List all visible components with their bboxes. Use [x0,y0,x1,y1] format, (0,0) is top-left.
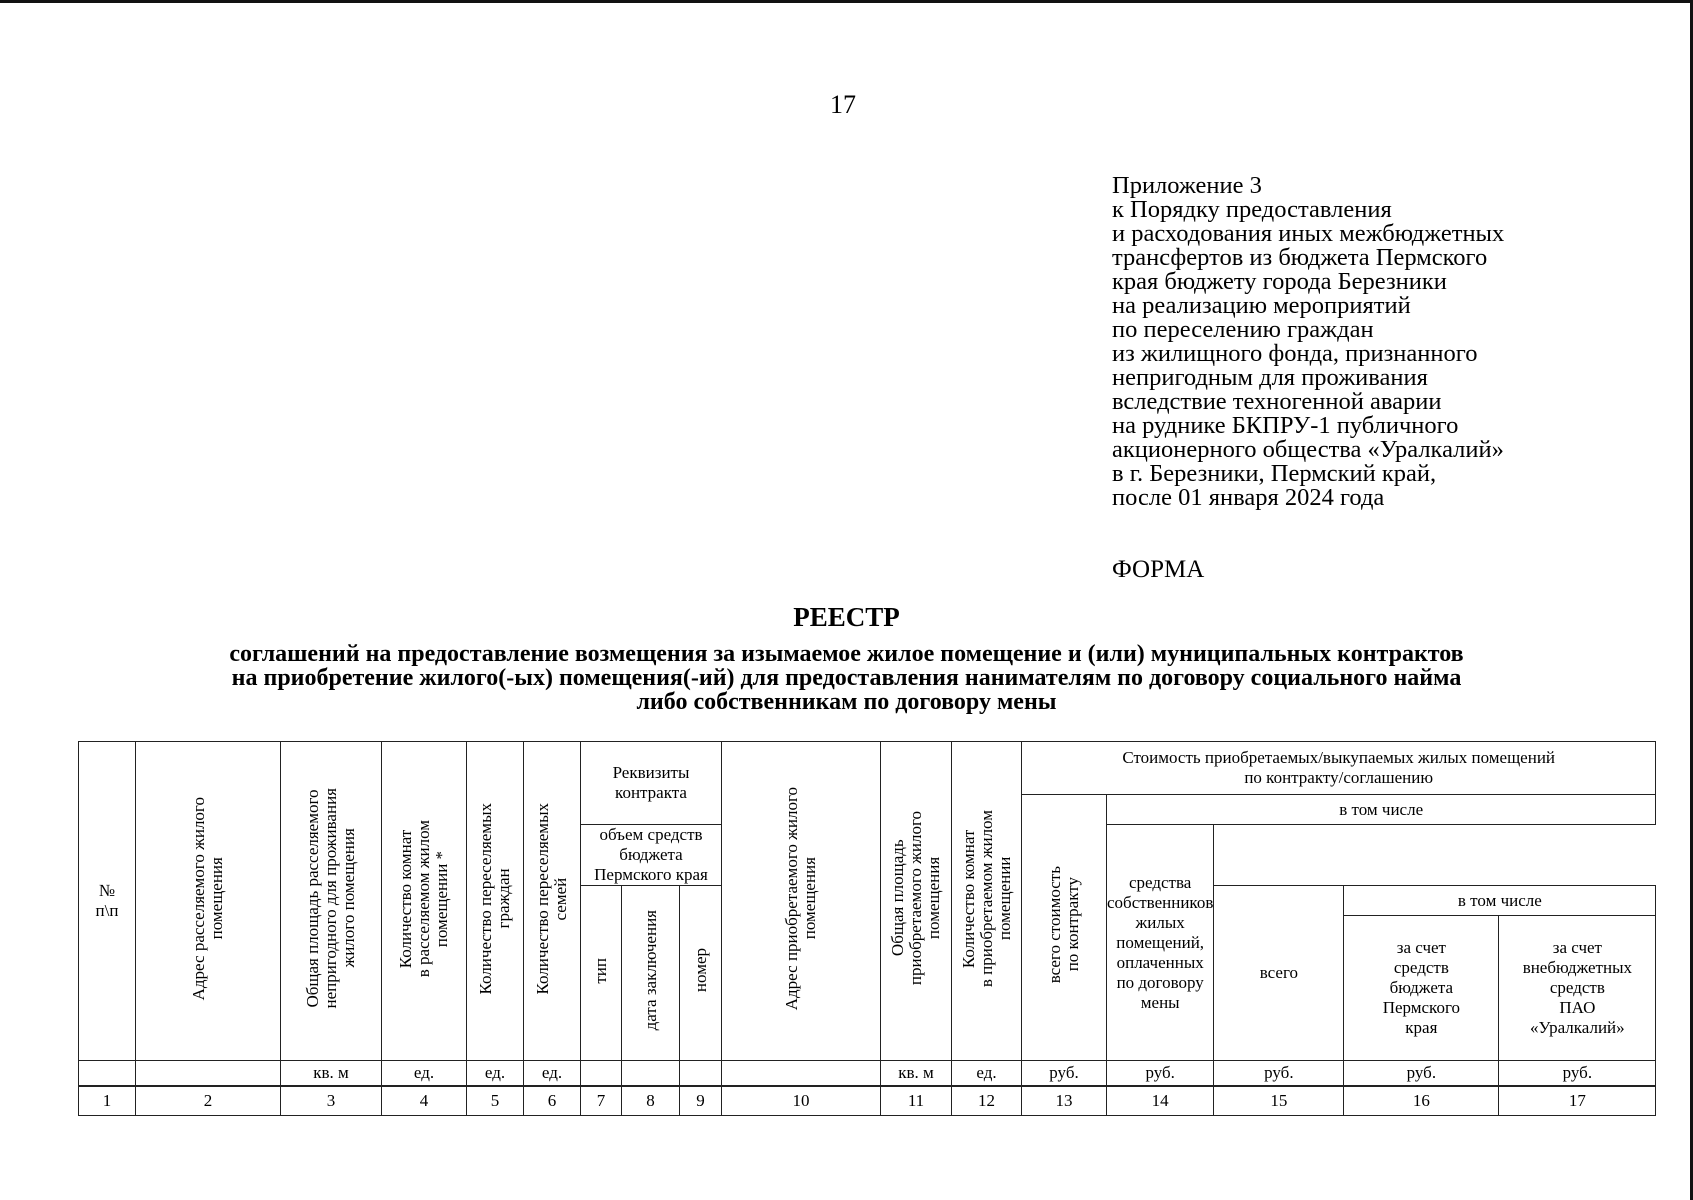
header-budget-total: всего [1214,886,1344,1061]
column-number: 4 [382,1086,467,1116]
unit-cell: руб. [1214,1061,1344,1086]
appendix-line: Приложение 3 [1112,172,1262,199]
column-numbers-row [79,1086,1656,1116]
unit-cell: руб. [1344,1061,1499,1086]
appendix-line: на руднике БКПРУ-1 публичного [1112,412,1459,439]
header-no: № п\п [79,742,136,1061]
header-type: тип [581,886,622,1061]
header-contract: Реквизиты контракта [581,742,722,825]
appendix-line: акционерного общества «Уралкалий» [1112,436,1504,463]
header-offbudget: за счет внебюджетных средств ПАО «Уралкалий» [1499,916,1656,1061]
column-number: 6 [524,1086,581,1116]
unit-cell: руб. [1499,1061,1656,1086]
header-including: в том числе [1107,795,1656,825]
header-address-new: Адрес приобретаемого жилого помещения [722,742,881,1061]
column-number: 8 [622,1086,680,1116]
column-number: 13 [1022,1086,1107,1116]
header-rooms-new: Количество комнат в приобретаемом жилом помещении [952,742,1022,1061]
appendix-line: на реализацию мероприятий [1112,292,1411,319]
appendix-line: из жилищного фонда, признанного [1112,340,1478,367]
unit-cell [581,1061,622,1086]
header-date: дата заключения [622,886,680,1061]
column-number: 12 [952,1086,1022,1116]
header-budget-perm: за счет средств бюджета Пермского края [1344,916,1499,1061]
column-number: 1 [79,1086,136,1116]
header-rooms-old: Количество комнат в расселяемом жилом помещении * [382,742,467,1061]
appendix-line: непригодным для проживания [1112,364,1428,391]
appendix-line: к Порядку предоставления [1112,196,1392,223]
column-number: 17 [1499,1086,1656,1116]
document-title: РЕЕСТР [793,602,900,632]
unit-cell: ед. [382,1061,467,1086]
subtitle-line: на приобретение жилого(-ых) помещения(-ий) для предоставления нанимателям по договору социального найма [231,665,1462,691]
header-citizens: Количество переселяемых граждан [467,742,524,1061]
appendix-line: края бюджету города Березники [1112,268,1447,295]
unit-cell [622,1061,680,1086]
appendix-line: и расходования иных межбюджетных [1112,220,1505,247]
subtitle-line: соглашений на предоставление возмещения за изымаемое жилое помещение и (или) муниципальных контрактов [229,641,1464,667]
column-number: 3 [281,1086,382,1116]
header-budget-group: объем средств бюджета Пермского края [581,825,722,886]
header-including-2: в том числе [1344,886,1656,916]
column-number: 2 [136,1086,281,1116]
column-number: 10 [722,1086,881,1116]
unit-cell [680,1061,722,1086]
header-area-new: Общая площадь приобретаемого жилого помещения [881,742,952,1061]
header-total-cost: всего стоимость по контракту [1022,795,1107,1061]
unit-cell: ед. [524,1061,581,1086]
unit-cell [79,1061,136,1086]
registry-table [78,741,1656,1116]
header-address-old: Адрес расселяемого жилого помещения [136,742,281,1061]
appendix-reference [1112,174,1504,510]
column-number: 11 [881,1086,952,1116]
unit-cell: кв. м [881,1061,952,1086]
unit-cell: руб. [1022,1061,1107,1086]
column-number: 9 [680,1086,722,1116]
page-border-top [0,0,1693,3]
column-number: 16 [1344,1086,1499,1116]
header-cost-group: Стоимость приобретаемых/выкупаемых жилых помещений по контракту/соглашению [1022,742,1656,795]
appendix-line: в г. Березники, Пермский край, [1112,460,1437,487]
unit-cell: ед. [467,1061,524,1086]
unit-cell: ед. [952,1061,1022,1086]
appendix-line: трансфертов из бюджета Пермского [1112,244,1488,271]
header-families: Количество переселяемых семей [524,742,581,1061]
column-number: 14 [1107,1086,1214,1116]
column-number: 15 [1214,1086,1344,1116]
appendix-line: после 01 января 2024 года [1112,484,1385,511]
page-number: 17 [830,90,856,119]
header-area-old: Общая площадь расселяемого непригодного для проживания жилого помещения [281,742,382,1061]
appendix-line: по переселению граждан [1112,316,1374,343]
form-label: ФОРМА [1112,556,1205,583]
column-number: 5 [467,1086,524,1116]
header-number: номер [680,886,722,1061]
units-row [79,1061,1656,1086]
appendix-line: вследствие техногенной аварии [1112,388,1442,415]
unit-cell: кв. м [281,1061,382,1086]
unit-cell: руб. [1107,1061,1214,1086]
header-owners-funds: средства собственников жилых помещений, оплаченных по договору мены [1107,825,1214,1061]
subtitle-line: либо собственникам по договору мены [636,689,1057,715]
unit-cell [136,1061,281,1086]
column-number: 7 [581,1086,622,1116]
document-subtitle [60,642,1633,714]
unit-cell [722,1061,881,1086]
